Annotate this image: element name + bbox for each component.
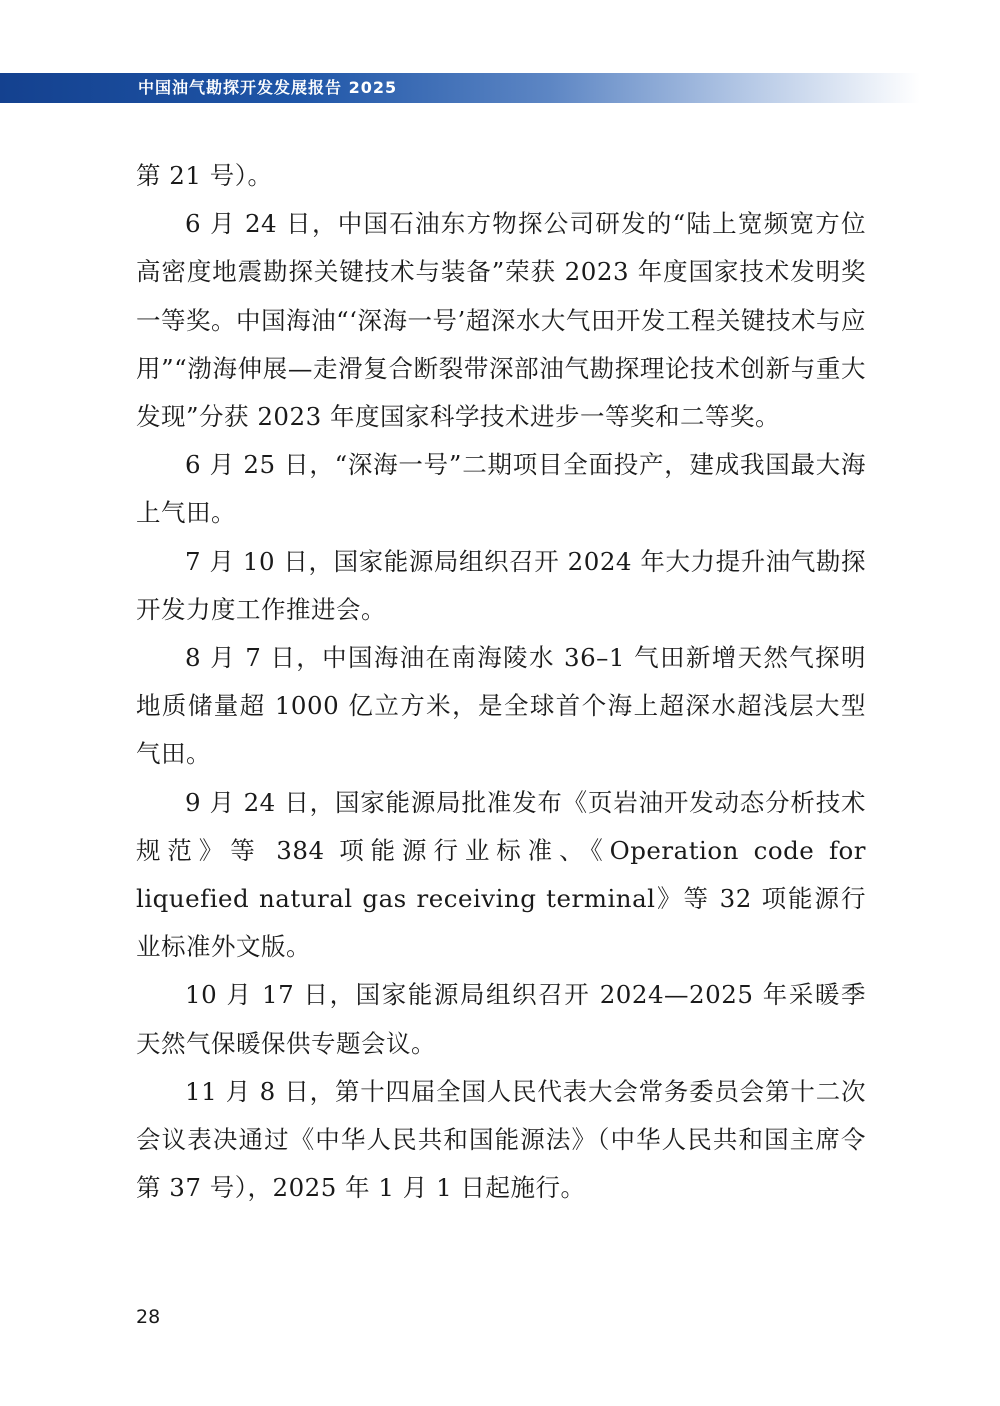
paragraph-sep-24: 9 月 24 日，国家能源局批准发布《页岩油开发动态分析技术规范》等 384 项能源行业标准、《Operation code for liquefied natural gas receiving terminal》等 32 项能源行业标准外文版。	[136, 787, 866, 962]
paragraph-july-10: 7 月 10 日，国家能源局组织召开 2024 年大力提升油气勘探开发力度工作推进会。	[136, 546, 866, 624]
paragraph-continuation: 第 21 号）。	[136, 161, 273, 190]
header-title: 中国油气勘探开发发展报告 2025	[138, 78, 398, 97]
body-text	[136, 152, 866, 1212]
paragraph-oct-17: 10 月 17 日，国家能源局组织召开 2024—2025 年采暖季天然气保暖保供专题会议。	[136, 980, 866, 1058]
paragraph-nov-8: 11 月 8 日，第十四届全国人民代表大会常务委员会第十二次会议表决通过《中华人民共和国能源法》（中华人民共和国主席令第 37 号），2025 年 1 月 1 日起施行。	[136, 1076, 866, 1203]
paragraph-june-24: 6 月 24 日，中国石油东方物探公司研发的“陆上宽频宽方位高密度地震勘探关键技术与装备”荣获 2023 年度国家技术发明奖一等奖。中国海油“‘深海一号’超深水大气田开发工程关键技术与应用”“渤海伸展—走滑复合断裂带深部油气勘探理论技术创新与重大发现”分获 2023 年度国家科学技术进步一等奖和二等奖。	[136, 209, 866, 432]
header-band	[0, 73, 1000, 103]
paragraph-june-25: 6 月 25 日，“深海一号”二期项目全面投产，建成我国最大海上气田。	[136, 450, 866, 528]
page-number: 28	[136, 1306, 161, 1328]
paragraph-aug-7: 8 月 7 日，中国海油在南海陵水 36–1 气田新增天然气探明地质储量超 1000 亿立方米，是全球首个海上超深水超浅层大型气田。	[136, 643, 866, 769]
